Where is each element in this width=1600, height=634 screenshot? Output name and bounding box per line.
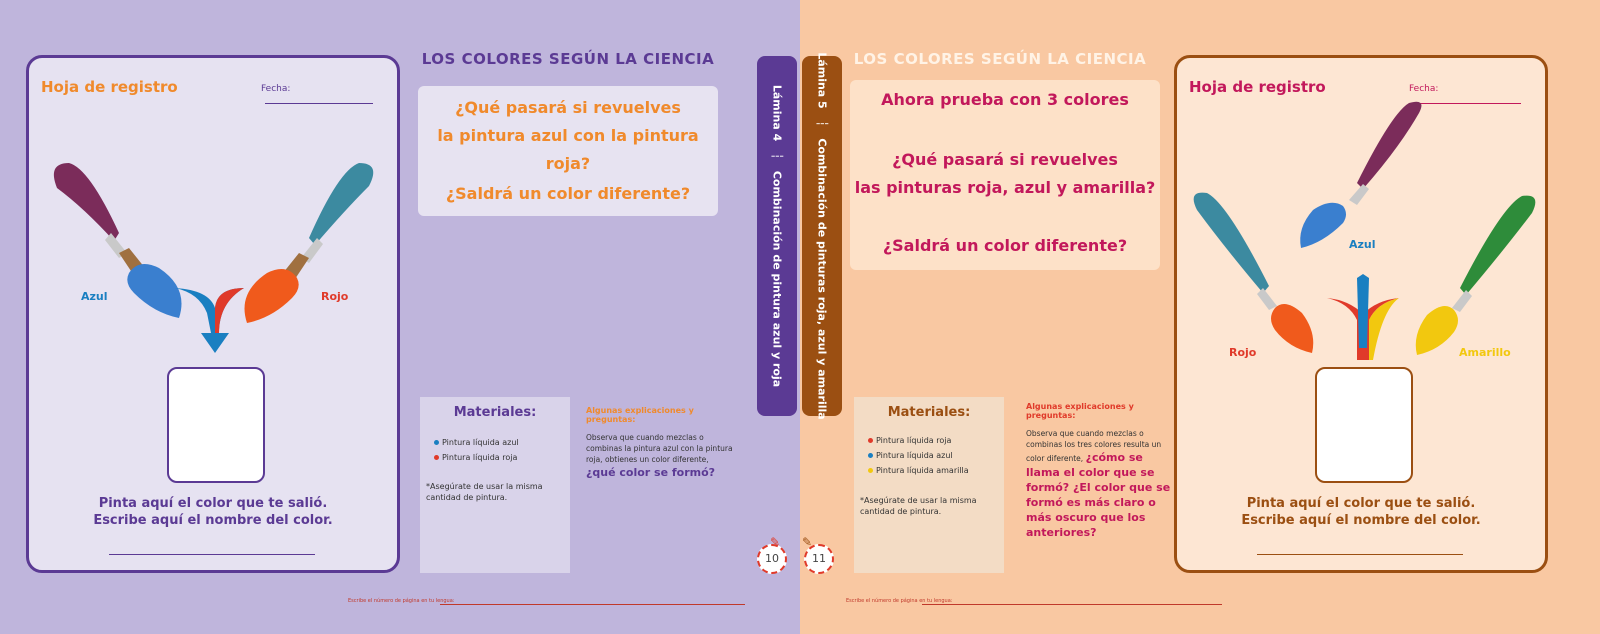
question-1-line-1: ¿Qué pasará si revuelves — [455, 98, 681, 117]
question-2: ¿Saldrá un color diferente? — [445, 184, 691, 203]
footer-instruction: Escribe el número de página en tu lengua: — [846, 598, 953, 604]
question-1-line-1: ¿Qué pasará si revuelves — [892, 150, 1118, 169]
list-item: Pintura líquida azul — [868, 448, 969, 463]
question-1-line-2: las pinturas roja, azul y amarilla? — [854, 178, 1156, 197]
color-swatch-box[interactable] — [167, 367, 265, 483]
record-sheet-title: Hoja de registro — [41, 78, 178, 96]
color-swatch-box[interactable] — [1315, 367, 1413, 483]
label-azul: Azul — [1349, 238, 1376, 251]
brush-illustration — [29, 108, 403, 358]
explanations-title: Algunas explicaciones y preguntas: — [586, 406, 694, 424]
list-item: Pintura líquida roja — [434, 450, 519, 465]
teal-brush-icon — [1194, 193, 1314, 353]
lamina-4-title: Combinación de pintura azul y roja — [770, 170, 784, 388]
instruction-paint: Pinta aquí el color que te salió. — [98, 496, 328, 511]
mixing-arrow-icon — [175, 288, 244, 353]
section-title: LOS COLORES SEGÚN LA CIENCIA — [853, 50, 1147, 68]
date-label: Fecha: — [1409, 84, 1439, 94]
instruction-write: Escribe aquí el nombre del color. — [93, 513, 333, 528]
brush-illustration — [1177, 98, 1551, 368]
footer-instruction: Escribe el número de página en tu lengua: — [348, 598, 455, 604]
label-rojo: Rojo — [321, 290, 349, 303]
explanations-text: Observa que cuando mezclas o combinas los tres colores resulta un color diferente, ¿cómo se llama el color que se formó? ¿El color que se formó es más claro o más oscuro que los anteriores? — [1026, 429, 1171, 539]
label-azul: Azul — [81, 290, 108, 303]
explanations-question: ¿cómo se llama el color que se formó? ¿El color que se formó es más claro o más oscuro que los anteriores? — [1026, 451, 1171, 539]
color-name-line[interactable] — [1257, 554, 1463, 555]
mixing-arrow-icon — [1327, 274, 1399, 360]
footer-line[interactable] — [440, 604, 745, 605]
question-intro: Ahora prueba con 3 colores — [881, 90, 1129, 109]
date-label: Fecha: — [261, 84, 291, 94]
materials-note: *Asegúrate de usar la misma cantidad de pintura. — [860, 496, 977, 516]
explanations-text: Observa que cuando mezclas o combinas la pintura azul con la pintura roja, obtienes un color diferente, ¿qué color se formó? — [586, 433, 733, 479]
question-1-line-2: la pintura azul con la pintura roja? — [437, 126, 699, 173]
materials-note: *Asegúrate de usar la misma cantidad de pintura. — [426, 482, 543, 502]
right-page — [800, 0, 1600, 634]
page-number-11: 11 — [804, 544, 834, 574]
footer-line[interactable] — [922, 604, 1222, 605]
materials-box — [854, 397, 1004, 573]
instruction-write: Escribe aquí el nombre del color. — [1241, 513, 1481, 528]
record-sheet-card — [1174, 55, 1548, 573]
teal-brush-icon — [245, 163, 374, 323]
materials-title: Materiales: — [887, 405, 971, 420]
page-number-10: 10 — [757, 544, 787, 574]
pencil-icon: ✎ — [770, 535, 781, 549]
green-brush-icon — [1416, 196, 1536, 355]
record-sheet-title: Hoja de registro — [1189, 78, 1326, 96]
color-name-line[interactable] — [109, 554, 315, 555]
materials-list — [868, 433, 969, 478]
list-item: Pintura líquida azul — [434, 435, 519, 450]
label-amarillo: Amarillo — [1459, 346, 1511, 359]
lamina-5-number: Lámina 5 — [815, 52, 829, 109]
explanations-question: ¿qué color se formó? — [586, 466, 716, 479]
materials-box — [420, 397, 570, 573]
date-field[interactable] — [261, 84, 397, 104]
section-title: LOS COLORES SEGÚN LA CIENCIA — [421, 50, 715, 68]
explanations-title: Algunas explicaciones y preguntas: — [1026, 402, 1134, 420]
purple-brush-icon — [1300, 102, 1421, 248]
materials-list — [434, 435, 519, 465]
lamina-5-spine: Lámina 5 ┆ Combinación de pinturas roja, azul y amarilla — [802, 56, 842, 416]
lamina-5-title: Combinación de pinturas roja, azul y amarilla — [815, 138, 829, 420]
purple-brush-icon — [54, 163, 182, 318]
lamina-4-number: Lámina 4 — [770, 84, 784, 142]
label-rojo: Rojo — [1229, 346, 1257, 359]
question-2: ¿Saldrá un color diferente? — [882, 236, 1128, 255]
lamina-4-spine: Lámina 4 ┆ Combinación de pintura azul y roja — [757, 56, 797, 416]
list-item: Pintura líquida amarilla — [868, 463, 969, 478]
list-item: Pintura líquida roja — [868, 433, 969, 448]
instruction-paint: Pinta aquí el color que te salió. — [1246, 496, 1476, 511]
pencil-icon: ✎ — [802, 535, 813, 549]
record-sheet-card — [26, 55, 400, 573]
materials-title: Materiales: — [453, 405, 537, 420]
